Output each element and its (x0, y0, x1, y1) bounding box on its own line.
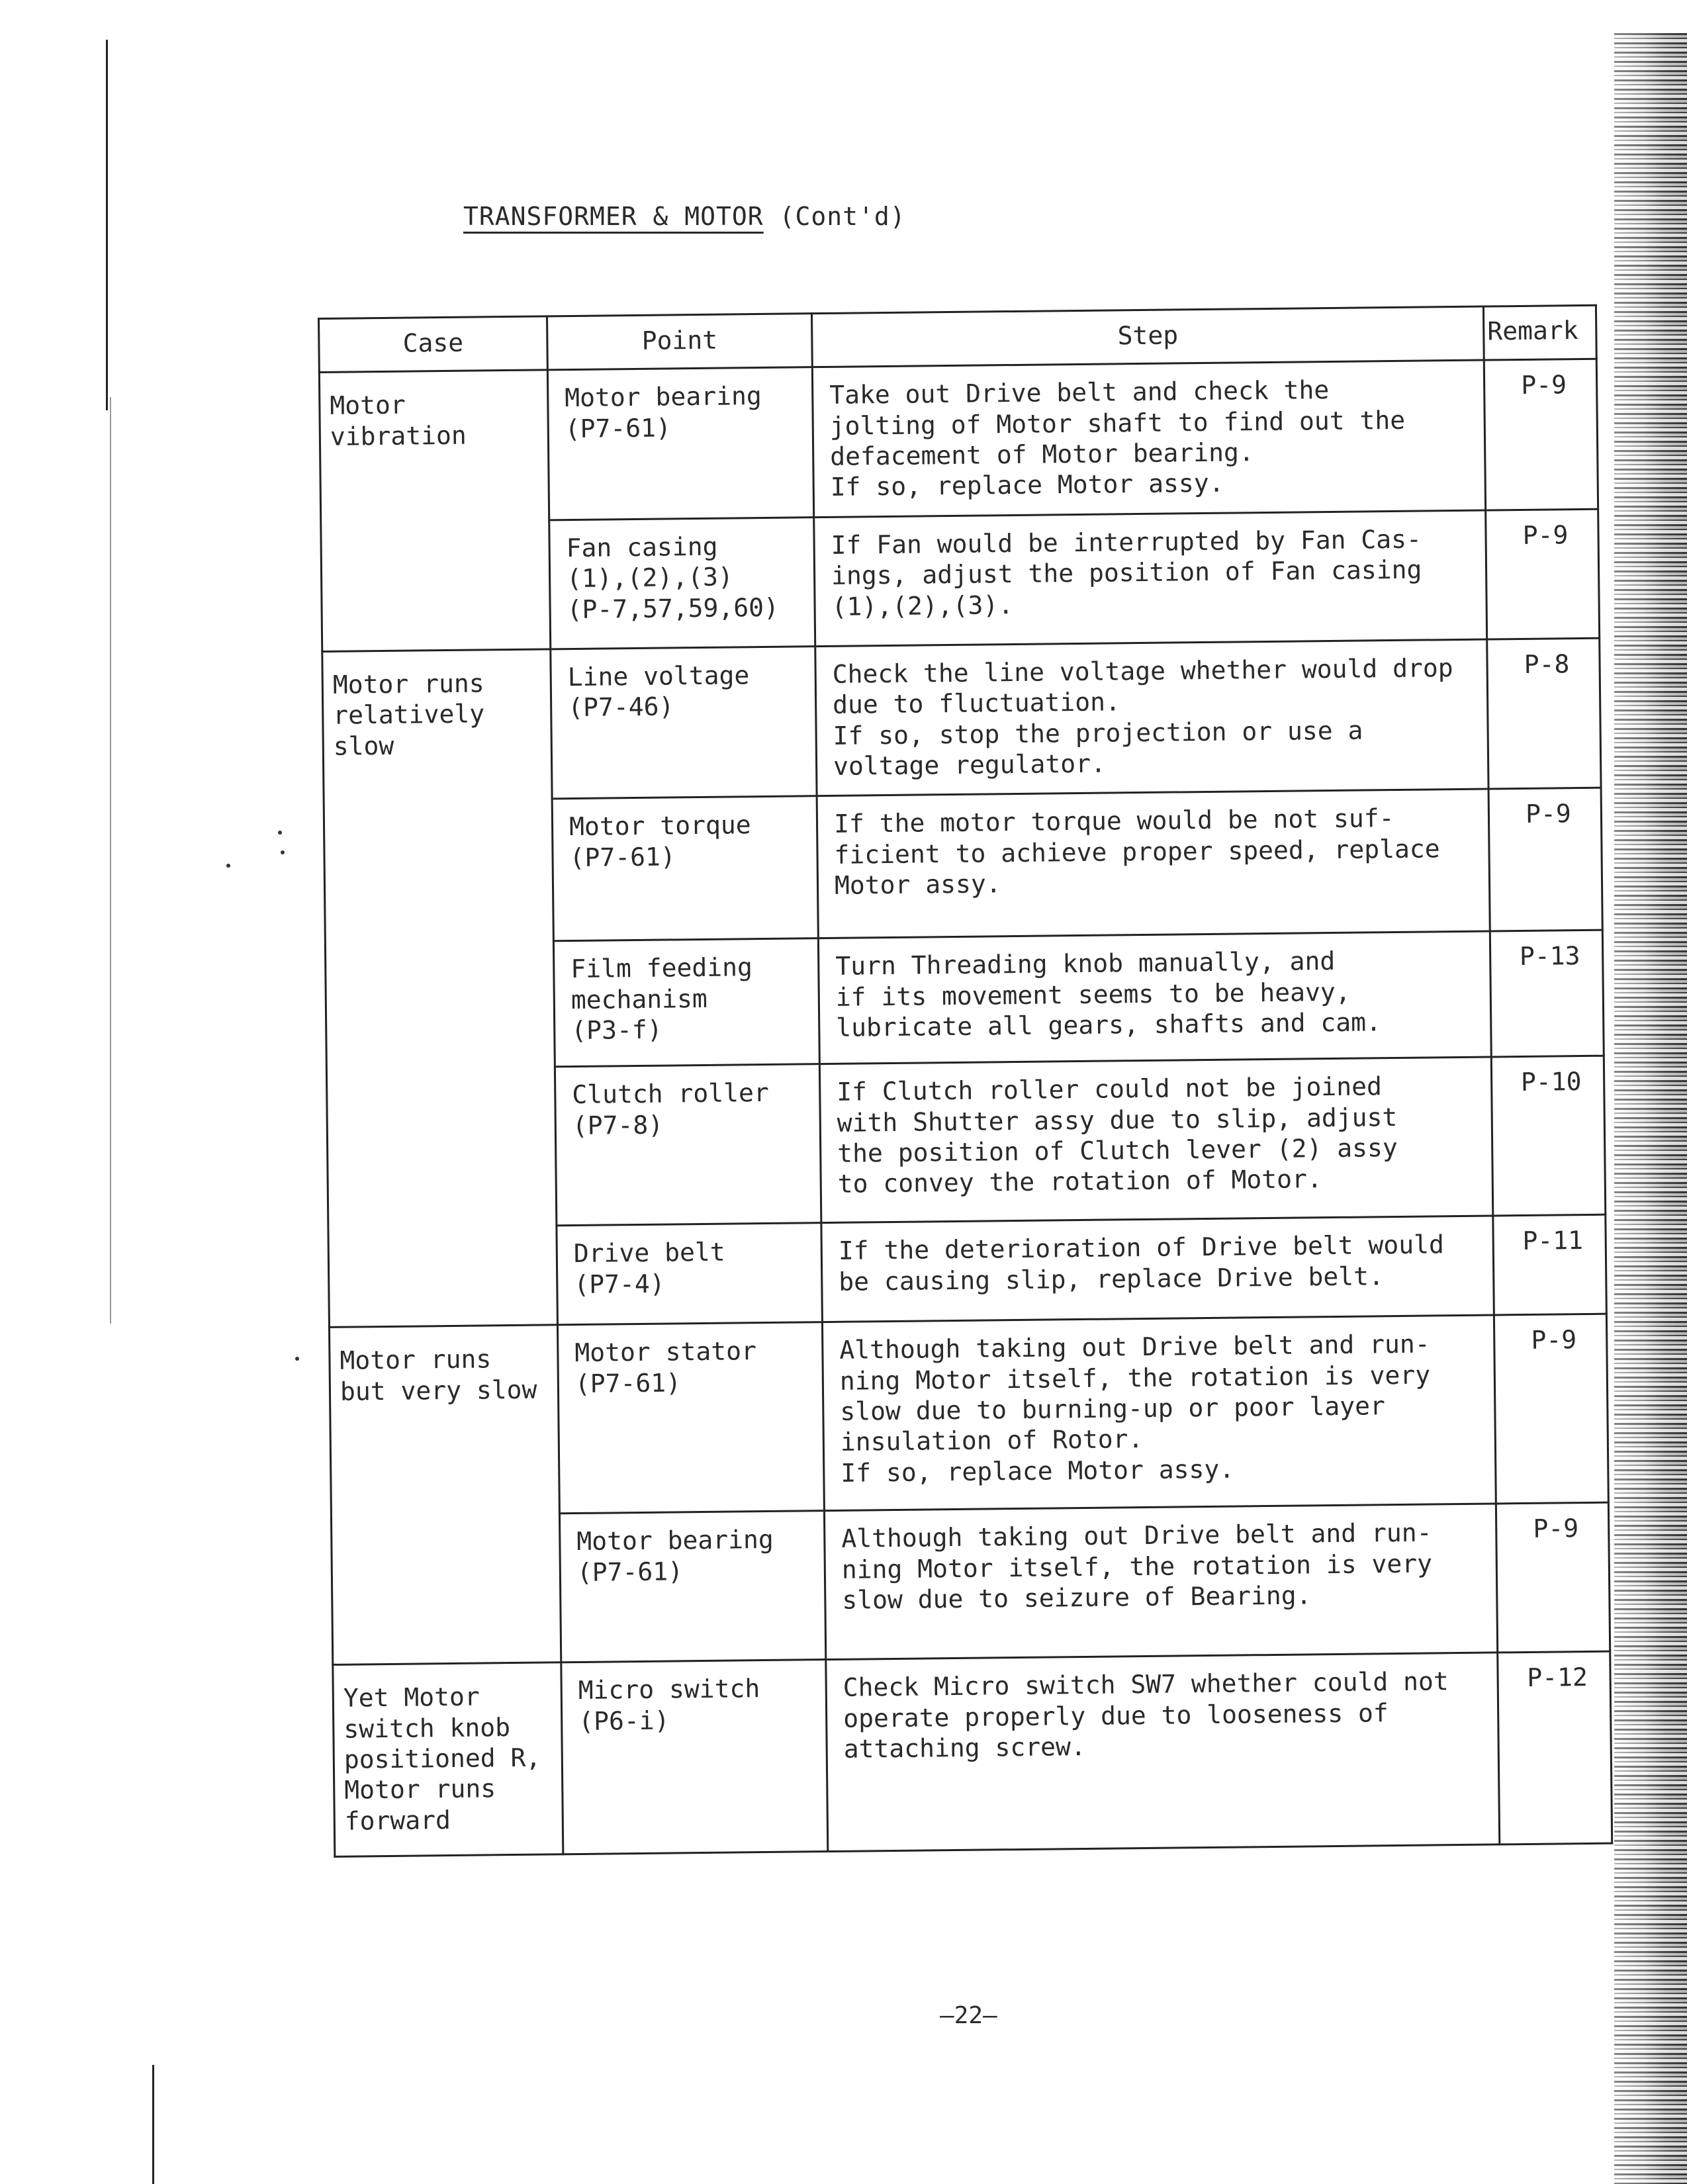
troubleshooting-table (318, 304, 1613, 1858)
header-point: Point (547, 314, 812, 371)
remark-cell: P-9 (1494, 1314, 1608, 1504)
scan-edge-line (152, 2065, 154, 2184)
scan-speck (226, 864, 230, 868)
scan-edge-line (110, 397, 111, 1324)
remark-cell: P-10 (1491, 1056, 1606, 1216)
point-cell: Micro switch (P6-i) (561, 1660, 828, 1854)
scan-speck (278, 831, 282, 835)
point-cell: Fan casing (1),(2),(3) (P-7,57,59,60) (549, 517, 815, 649)
table-row (322, 638, 1601, 801)
page-number: —22— (940, 2002, 997, 2029)
point-cell: Film feeding mechanism (P3-f) (553, 938, 819, 1067)
header-remark: Remark (1483, 305, 1596, 360)
step-cell: Check Micro switch SW7 whether could not operate properly due to looseness of attaching screw. (826, 1653, 1500, 1852)
table-row (329, 1314, 1608, 1516)
section-title-suffix: (Cont'd) (779, 202, 906, 231)
step-cell: Turn Threading knob manually, and if its movement seems to be heavy, lubricate all gears, shafts and cam. (818, 931, 1491, 1064)
remark-cell: P-13 (1490, 930, 1604, 1057)
step-cell: Although taking out Drive belt and run- ning Motor itself, the rotation is very slow due to seizure of Bearing. (824, 1504, 1497, 1660)
point-cell: Motor bearing (P7-61) (559, 1511, 825, 1662)
step-cell: If the motor torque would be not suf- ficient to achieve proper speed, replace Motor assy. (817, 789, 1490, 938)
step-cell: Take out Drive belt and check the jolting of Motor shaft to find out the defacement of Motor bearing. If so, replace Motor assy. (812, 360, 1485, 517)
step-cell: If the deterioration of Drive belt would be causing slip, replace Drive belt. (821, 1216, 1494, 1322)
case-cell: Motor vibration (319, 370, 550, 651)
remark-cell: P-9 (1488, 788, 1602, 931)
header-case: Case (319, 316, 548, 373)
section-title: TRANSFORMER & MOTOR (463, 202, 764, 231)
step-cell: Check the line voltage whether would drop due to fluctuation. If so, stop the projection or use a voltage regulator. (815, 639, 1488, 796)
page-title (463, 202, 906, 231)
remark-cell: P-9 (1484, 359, 1598, 510)
troubleshooting-table-container (318, 304, 1611, 1858)
case-cell: Motor runs relatively slow (322, 649, 558, 1328)
step-cell: If Clutch roller could not be joined with Shutter assy due to slip, adjust the position of Clutch lever (2) assy to convey the rotation of Motor. (819, 1057, 1492, 1223)
scan-speck (281, 850, 285, 854)
remark-cell: P-12 (1498, 1651, 1612, 1844)
step-cell: If Fan would be interrupted by Fan Cas- ings, adjust the position of Fan casing (1),(2),(3). (814, 510, 1487, 647)
point-cell: Motor stator (P7-61) (557, 1322, 824, 1514)
scan-edge-line (106, 40, 108, 410)
step-cell: Although taking out Drive belt and run- ning Motor itself, the rotation is very slow due to burning-up or poor layer insulation of Rotor. If so, replace Motor assy. (822, 1315, 1496, 1511)
point-cell: Drive belt (P7-4) (557, 1223, 823, 1325)
scan-border-strip (1614, 33, 1687, 2184)
remark-cell: P-11 (1493, 1214, 1607, 1315)
header-step: Step (811, 306, 1484, 367)
case-cell: Motor runs but very slow (329, 1325, 561, 1665)
table-row (319, 359, 1598, 523)
point-cell: Motor bearing (P7-61) (547, 367, 813, 520)
point-cell: Motor torque (P7-61) (552, 796, 818, 941)
remark-cell: P-9 (1496, 1502, 1610, 1653)
table-row (333, 1651, 1612, 1856)
remark-cell: P-9 (1486, 509, 1600, 639)
case-cell: Yet Motor switch knob positioned R, Motor runs forward (333, 1662, 563, 1857)
point-cell: Line voltage (P7-46) (551, 646, 817, 799)
scan-speck (295, 1357, 299, 1361)
remark-cell: P-8 (1487, 638, 1601, 789)
point-cell: Clutch roller (P7-8) (555, 1064, 821, 1226)
